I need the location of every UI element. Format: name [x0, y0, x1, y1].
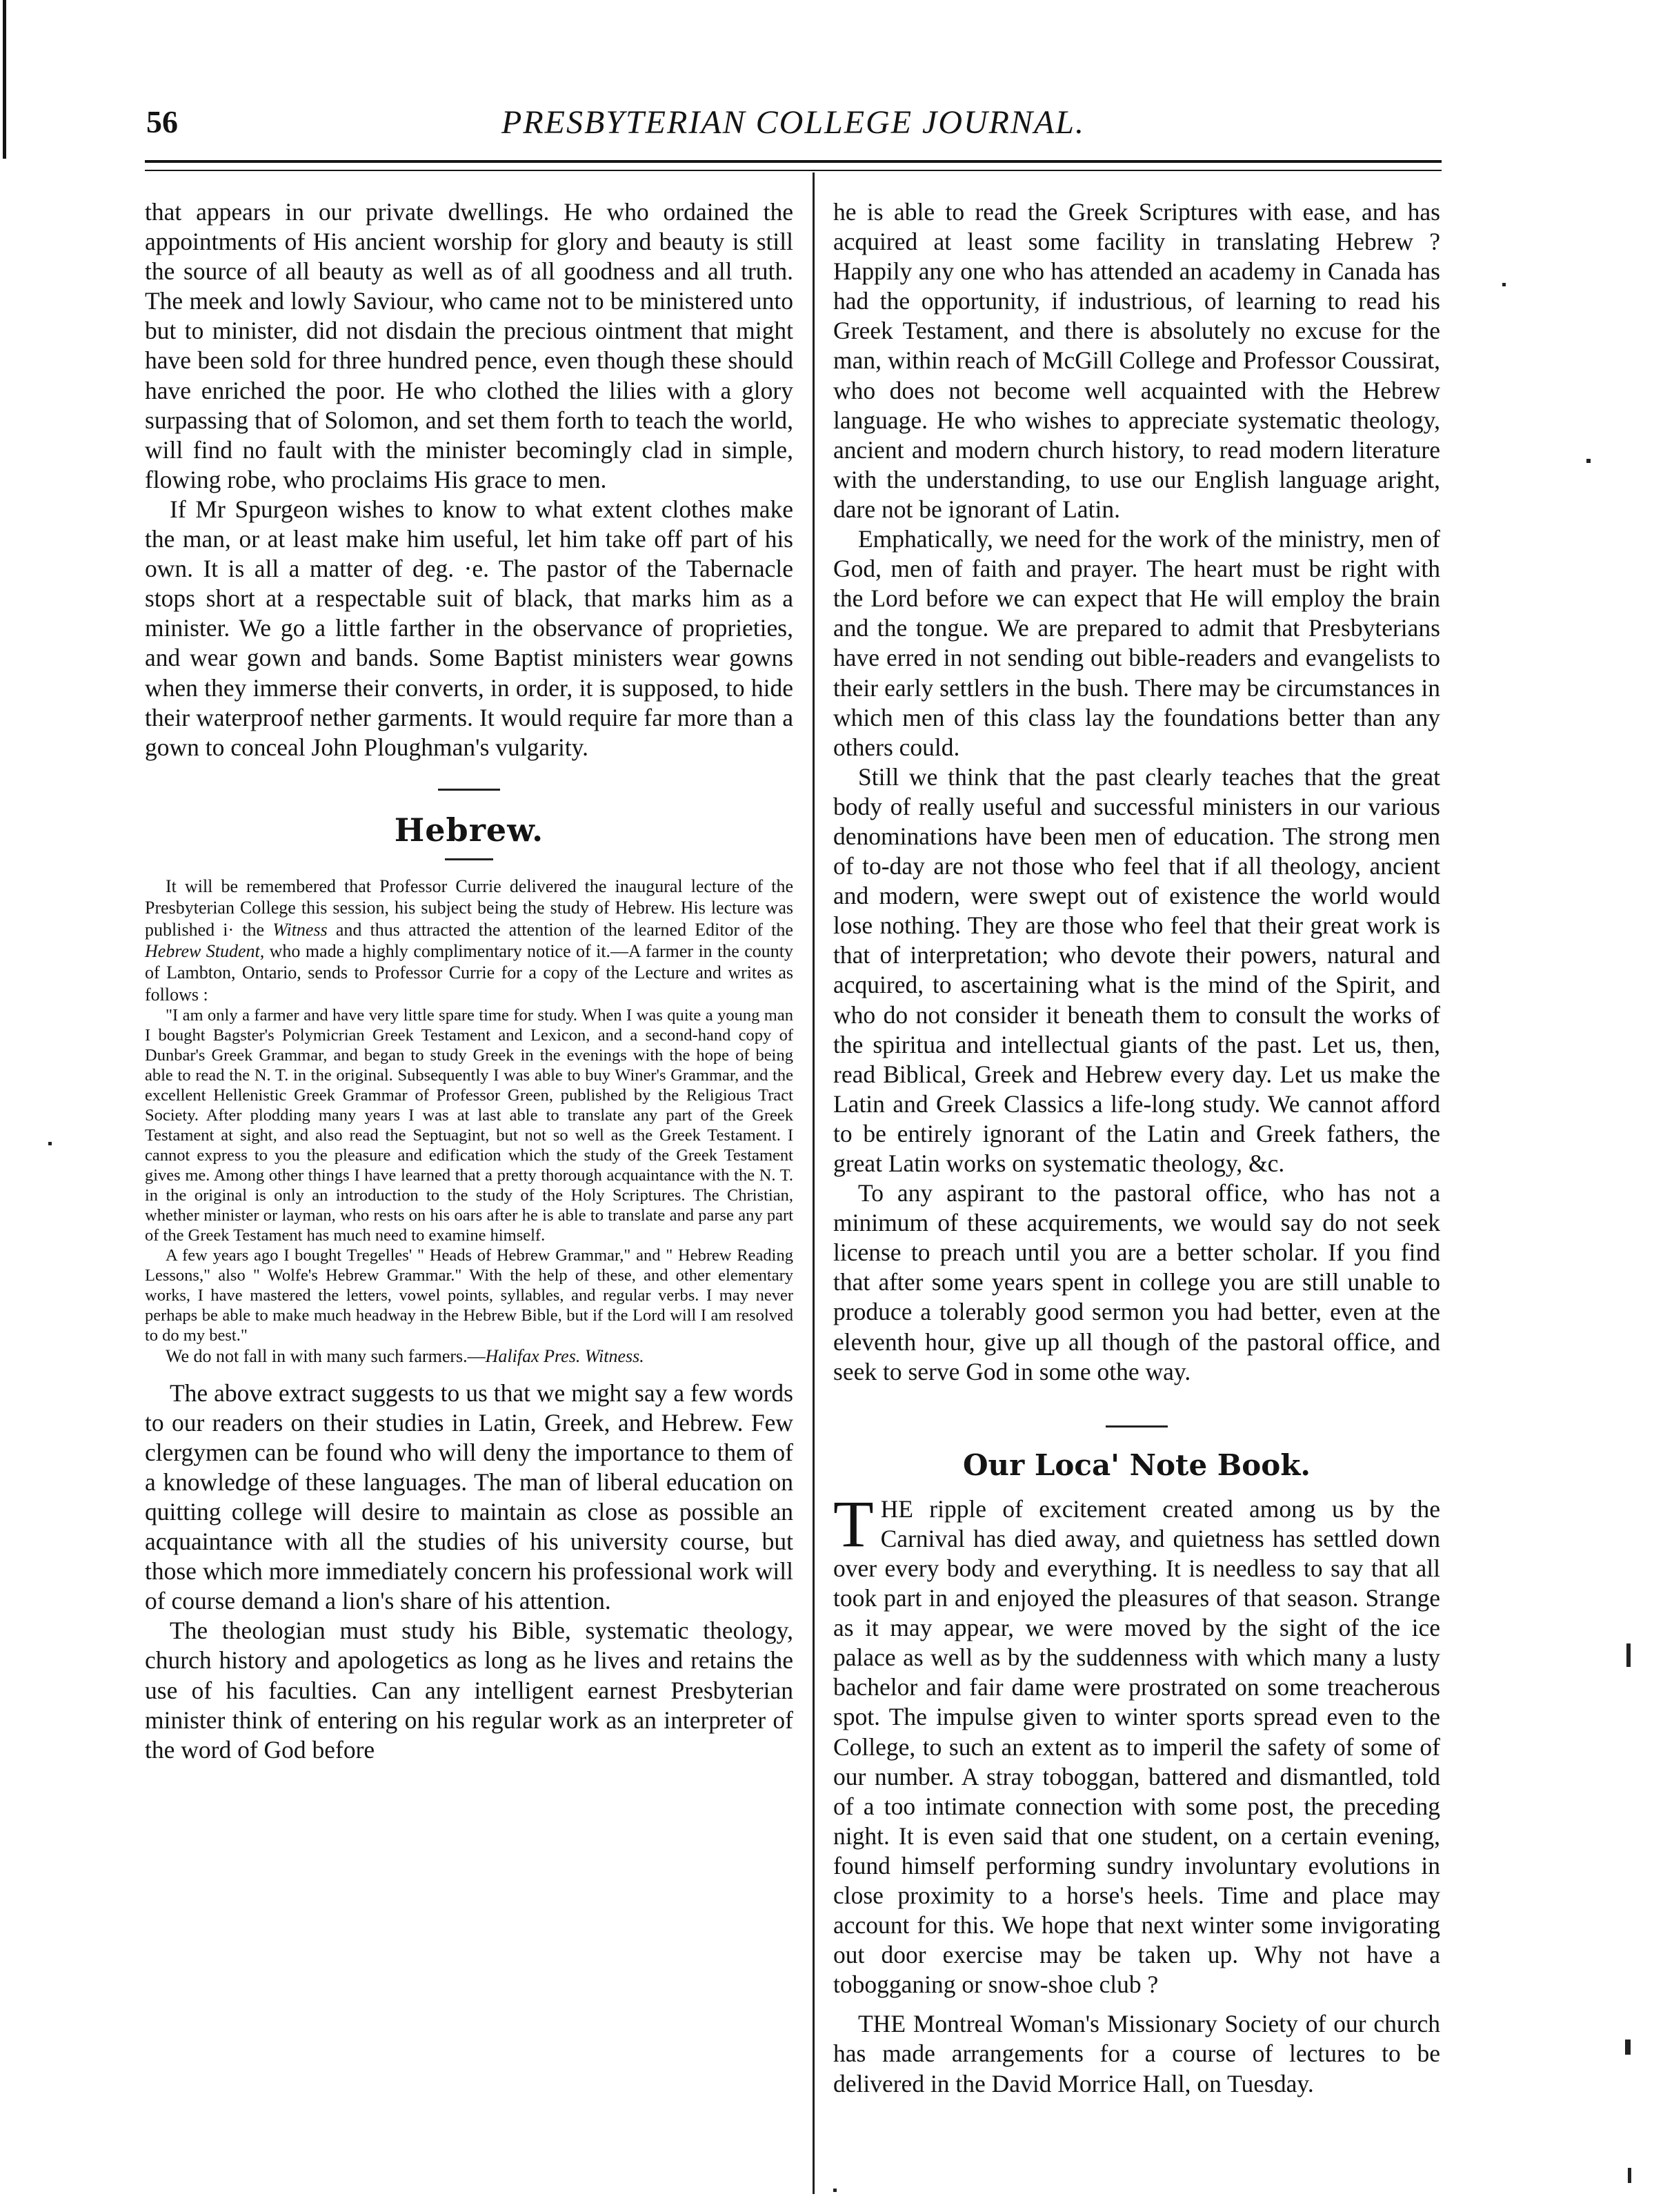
- paragraph-carnival: THE ripple of excitement created among us by the Carnival has died away, and quietness has settled down over every body and everything. It is needless to say that all took part in and enjoyed the pleasures of that season. Strange as it may appear, we were moved by the sight of the ice palace as well as by the suddenness with which many a lusty bachelor and fair dame were prostrated on some treacherous spot. The impulse given to winter sports spread even to the College, to such an extent as to imperil the safety of some of our number. A stray toboggan, battered and dismantled, told of a too intimate connection with some post, the preceding night. It is even said that one student, on a certain evening, found himself performing sundry involuntary evolutions in close proximity to a horse's heels. Time and place may account for this. We hope that next winter some invigorating out door exercise may be taken up. Why not have a tobogganing or snow-shoe club ?: [833, 1486, 1440, 1999]
- hebrew-student-title: Hebrew Student,: [145, 941, 265, 961]
- witness-title: Witness: [272, 919, 328, 940]
- paragraph-missionary-society: THE Montreal Woman's Missionary Society of our church has made arrangements for a course of lectures to be delivered in the David Morrice Hall, on Tuesday.: [833, 2010, 1440, 2097]
- farmer-letter-part1: "I am only a farmer and have very little spare time for study. When I was quite a young man I bought Bagster's Polymicrian Greek Testament and Lexicon, and a second-hand copy of Dunbar's Greek Grammar, and began to study Greek in the evenings with the hope of being able to read the N. T. in the original. Subsequently I was able to buy Winer's Grammar, and the excellent Hellenistic Greek Grammar of Professor Green, published by the Religious Tract Society. After plodding many years I was at last able to translate any part of the Greek Testament at sight, and also read the Septuagint, but not so well as the Greek Testament. I cannot express to you the pleasure and edification which the study of the Greek Testament gives me. Among other things I have learned that a pretty thorough acquaintance with the N. T. in the original is only an introduction to the study of the Holy Scriptures. The Christian, whether minister or layman, who rests on his oars after he is able to translate and parse any part of the Greek Testament has much need to examine himself.: [145, 1006, 793, 1245]
- paragraph-aspirant: To any aspirant to the pastoral office, who has not a minimum of these acquirements, we would say do not seek license to preach until you are a better scholar. If you find that after some years spent in college you are still unable to produce a tolerably good sermon you had better, even at the eleventh hour, give up all though of the pastoral office, and seek to serve God in some othe way.: [833, 1179, 1440, 1385]
- print-speck: [1586, 459, 1591, 463]
- print-speck: [1626, 1643, 1631, 1667]
- paragraph-greek-scriptures: he is able to read the Greek Scriptures with ease, and has acquired at least some facility in translating Hebrew ? Happily any one who has attended an academy in Canada has had the opportunity, if industrious, of learning to read his Greek Testament, and there is absolutely no excuse for the man, within reach of McGill College and Professor Coussirat, who does not become well acquainted with the Hebrew language. He who wishes to appreciate systematic theology, ancient and modern church history, to read modern literature with the understanding, to use our English language aright, dare not be ignorant of Latin.: [833, 198, 1440, 523]
- print-speck: [48, 1142, 52, 1145]
- paragraph-emphatically: Emphatically, we need for the work of the ministry, men of God, men of faith and prayer. The heart must be right with the Lord before we can expect that He will employ the brain and the tongue. We are prepared to admit that Presbyterians have erred in not sending out bible-readers and evangelists to their early settlers in the bush. There may be circumstances in which men of this class lay the foundations better than any others could.: [833, 525, 1440, 761]
- paragraph-theologian: The theologian must study his Bible, systematic theology, church history and apologetics as long as he lives and retains the use of his faculties. Can any intelligent earnest Presbyterian minister think of entering on his regular work as an interpreter of the word of God before: [145, 1617, 793, 1764]
- running-title: PRESBYTERIAN COLLEGE JOURNAL.: [501, 104, 1085, 141]
- header-rule-thin: [145, 170, 1442, 171]
- farmer-letter-part2: A few years ago I bought Tregelles' " Heads of Hebrew Grammar," and " Hebrew Reading Lessons," also " Wolfe's Hebrew Grammar." With the help of these, and other elementary works, I have mastered the letters, vowel points, syllables, and regular verbs. I may never perhaps be able to make much headway in the Hebrew Bible, but if the Lord will I am resolved to do my best.": [145, 1246, 793, 1345]
- heading-underline: [445, 858, 493, 860]
- hebrew-closing: We do not fall in with many such farmers.—Halifax Pres. Witness.: [166, 1346, 644, 1367]
- hebrew-heading: Hebrew.: [394, 811, 544, 849]
- print-speck: [1625, 2040, 1631, 2055]
- paragraph-languages: The above extract suggests to us that we might say a few words to our readers on their studies in Latin, Greek, and Hebrew. Few clergymen can be found who will deny the importance to them of a knowledge of these languages. The man of liberal education on quitting college will desire to maintain as close as possible an acquaintance with all the studies of his university course, but those which more immediately concern his professional work will of course demand a lion's share of his attention.: [145, 1379, 793, 1615]
- paragraph-vestments-end: that appears in our private dwellings. He who ordained the appointments of His ancient worship for glory and beauty is still the source of all beauty as well as of all goodness and all truth. The meek and lowly Saviour, who came not to be ministered unto but to minister, did not disdain the precious ointment that might have been sold for three hundred pence, even though these should have enriched the poor. He who clothed the lilies with a glory surpassing that of Solomon, and set them forth to teach the world, will find no fault with the minister becomingly clad in simple, flowing robe, who proclaims His grace to men.: [145, 198, 793, 493]
- left-margin-rule: [3, 0, 6, 159]
- paragraph-still-we-think: Still we think that the past clearly teaches that the great body of really useful and successful ministers in our various denominations have been men of education. The strong men of to-day are not those who feel that if all theology, ancient and modern, were swept out of existence the world would lose nothing. They are those who feel that their great work is that of interpretation; who devote their powers, natural and acquired, to ascertaining what is the mind of the Spirit, and who do not consider it beneath them to consult the works of the spiritua and intellectual giants of the past. Let us, then, read Biblical, Greek and Hebrew every day. Let us make the Latin and Greek Classics a life-long study. We cannot afford to be entirely ignorant of the Latin and Greek fathers, the great Latin works on systematic theology, &c.: [833, 762, 1440, 1177]
- local-note-book-heading: Our Loca' Note Book.: [962, 1448, 1311, 1482]
- print-speck: [833, 2189, 837, 2192]
- print-speck: [1502, 283, 1506, 286]
- left-column: [145, 197, 793, 1765]
- column-divider: [813, 172, 815, 2194]
- section-separator: [438, 789, 500, 791]
- print-speck: [1628, 2168, 1631, 2183]
- header-rule-thick: [145, 160, 1442, 163]
- section-separator: [1106, 1425, 1168, 1428]
- right-column: [833, 197, 1440, 2099]
- page-header: [145, 97, 1442, 152]
- hebrew-intro: It will be remembered that Professor Currie delivered the inaugural lecture of the Presbyterian College this session, his subject being the study of Hebrew. His lecture was published i· the Witness and thus attracted the attention of the learned Editor of the Hebrew Student, who made a highly complimentary notice of it.—A farmer in the county of Lambton, Ontario, sends to Professor Currie for a copy of the Lecture and writes as follows :: [145, 876, 794, 1005]
- source-citation: Halifax Pres. Witness.: [485, 1346, 644, 1367]
- page-number: 56: [146, 104, 178, 139]
- drop-cap: T: [833, 1486, 874, 1561]
- paragraph-spurgeon: If Mr Spurgeon wishes to know to what extent clothes make the man, or at least make him useful, let him take off part of his own. It is all a matter of deg. ·e. The pastor of the Tabernacle stops short at a respectable suit of black, that marks him as a minister. We go a little farther in the observance of proprieties, and wear gown and bands. Some Baptist ministers wear gowns when they immerse their converts, in order, it is supposed, to hide their waterproof nether garments. It would require far more than a gown to conceal John Ploughman's vulgarity.: [145, 495, 793, 761]
